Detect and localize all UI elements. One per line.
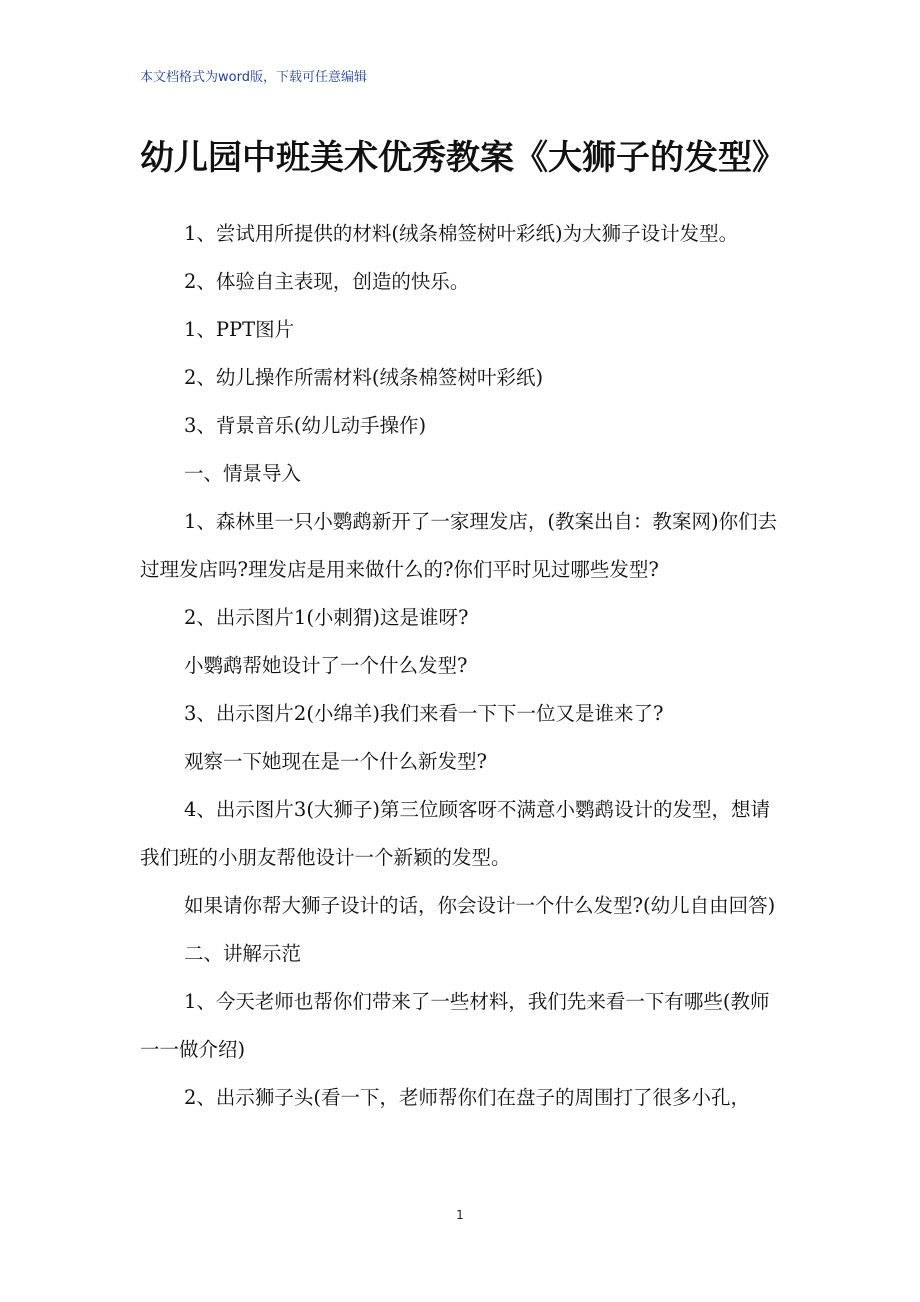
document-body: [140, 210, 785, 1122]
paragraph: 1、今天老师也帮你们带来了一些材料，我们先来看一下有哪些(教师一一做介绍): [140, 990, 770, 1061]
paragraph: 1、PPT图片: [184, 318, 295, 341]
section-heading: 二、讲解示范: [184, 942, 302, 965]
paragraph: 2、出示图片1(小刺猬)这是谁呀?: [184, 606, 469, 629]
document-title: 幼儿园中班美术优秀教案《大狮子的发型》: [140, 138, 786, 178]
paragraph: 2、幼儿操作所需材料(绒条棉签树叶彩纸): [184, 366, 544, 389]
paragraph: 观察一下她现在是一个什么新发型?: [184, 750, 487, 773]
paragraph: 小鹦鹉帮她设计了一个什么发型?: [184, 654, 468, 677]
header-note: 本文档格式为word版，下载可任意编辑: [140, 70, 367, 85]
section-heading: 一、情景导入: [184, 462, 302, 485]
paragraph: 3、出示图片2(小绵羊)我们来看一下下一位又是谁来了?: [184, 702, 664, 725]
paragraph: 2、出示狮子头(看一下，老师帮你们在盘子的周围打了很多小孔，: [184, 1086, 751, 1109]
page-number: 1: [456, 1208, 464, 1222]
paragraph: 1、森林里一只小鹦鹉新开了一家理发店，(教案出自：教案网)你们去过理发店吗?理发店是用来做什么的?你们平时见过哪些发型?: [140, 510, 778, 581]
paragraph: 2、体验自主表现，创造的快乐。: [184, 270, 470, 293]
paragraph: 如果请你帮大狮子设计的话，你会设计一个什么发型?(幼儿自由回答): [184, 894, 776, 917]
paragraph: 4、出示图片3(大狮子)第三位顾客呀不满意小鹦鹉设计的发型，想请我们班的小朋友帮他设计一个新颖的发型。: [140, 798, 771, 869]
paragraph: 1、尝试用所提供的材料(绒条棉签树叶彩纸)为大狮子设计发型。: [184, 222, 739, 245]
paragraph: 3、背景音乐(幼儿动手操作): [184, 414, 427, 437]
